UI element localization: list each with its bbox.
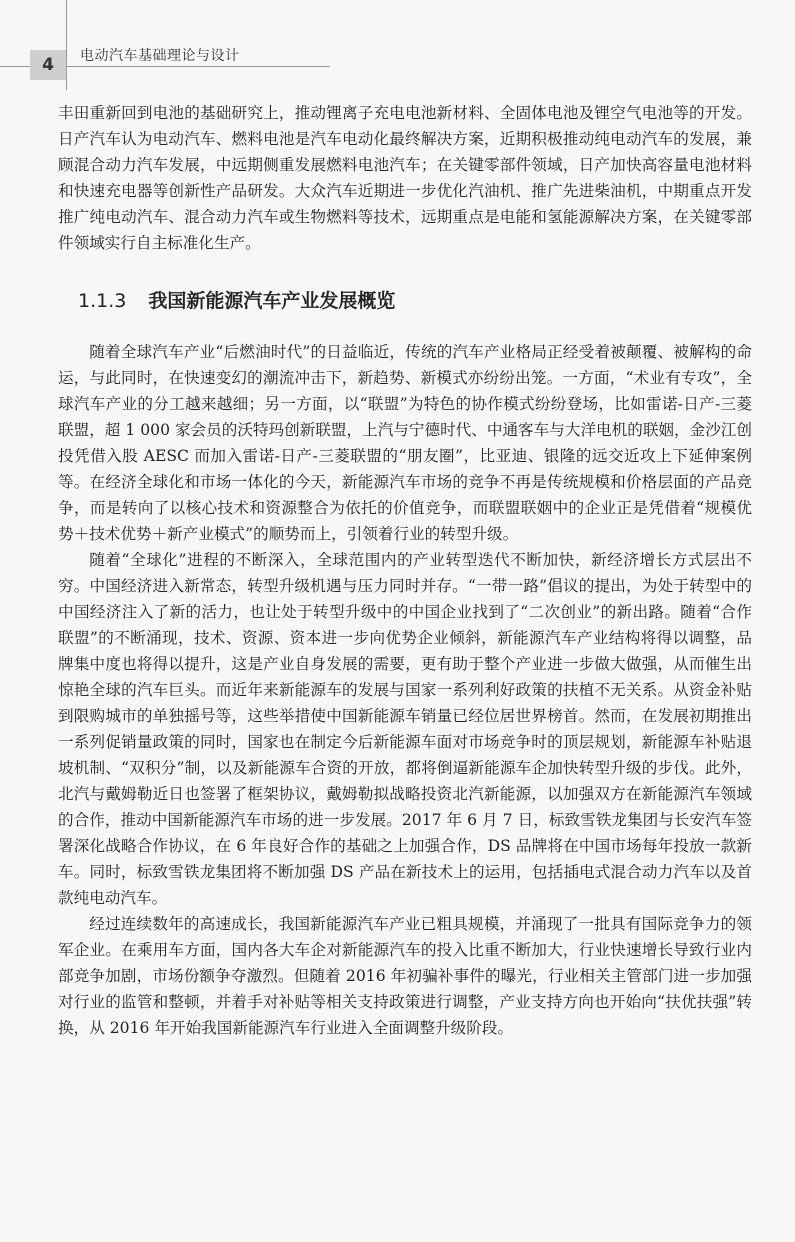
section-number: 1.1.3 bbox=[78, 290, 127, 312]
paragraph-1: 随着全球汽车产业“后燃油时代”的日益临近，传统的汽车产业格局正经受着被颠覆、被解构的命运，与此同时，在快速变幻的潮流冲击下，新趋势、新模式亦纷纷出笼。一方面，“术业有专攻”，全球汽车产业的分工越来越细；另一方面，以“联盟”为特色的协作模式纷纷登场，比如雷诺-日产-三菱联盟，超 1 000 家会员的沃特玛创新联盟，上汽与宁德时代、中通客车与大洋电机的联姻，金沙江创投凭借入股 AESC 而加入雷诺-日产-三菱联盟的“朋友圈”，比亚迪、银隆的远交近攻上下延伸案例等。在经济全球化和市场一体化的今天，新能源汽车市场的竞争不再是传统规模和价格层面的产品竞争，而是转向了以核心技术和资源整合为依托的价值竞争，而联盟联姻中的企业正是凭借着“规模优势＋技术优势＋新产业模式”的顺势而上，引领着行业的转型升级。 bbox=[58, 343, 752, 543]
section-heading bbox=[78, 286, 752, 313]
page-body bbox=[58, 100, 752, 1041]
page-header bbox=[0, 0, 795, 90]
paragraph-3: 经过连续数年的高速成长，我国新能源汽车产业已粗具规模，并涌现了一批具有国际竞争力的领军企业。在乘用车方面，国内各大车企对新能源汽车的投入比重不断加大，行业快速增长导致行业内部竞争加剧，市场份额争夺激烈。但随着 2016 年初骗补事件的曝光，行业相关主管部门进一步加强对行业的监管和整顿，并着手对补贴等相关支持政策进行调整，产业支持方向也开始向“扶优扶强”转换，从 2016 年开始我国新能源汽车行业进入全面调整升级阶段。 bbox=[58, 915, 752, 1037]
paragraph-2: 随着“全球化”进程的不断深入，全球范围内的产业转型迭代不断加快，新经济增长方式层出不穷。中国经济进入新常态，转型升级机遇与压力同时并存。“一带一路”倡议的提出，为处于转型中的中国经济注入了新的活力，也让处于转型升级中的中国企业找到了“二次创业”的新出路。随着“合作联盟”的不断涌现，技术、资源、资本进一步向优势企业倾斜，新能源汽车产业结构将得以调整，品牌集中度也将得以提升，这是产业自身发展的需要，更有助于整个产业进一步做大做强，从而催生出惊艳全球的汽车巨头。而近年来新能源车的发展与国家一系列利好政策的扶植不无关系。从资金补贴到限购城市的单独摇号等，这些举措使中国新能源车销量已经位居世界榜首。然而，在发展初期推出一系列促销量政策的同时，国家也在制定今后新能源车面对市场竞争时的顶层规划，新能源车补贴退坡机制、“双积分”制，以及新能源车合资的开放，都将倒逼新能源车企加快转型升级的步伐。此外，北汽与戴姆勒近日也签署了框架协议，戴姆勒拟战略投资北汽新能源，以加强双方在新能源汽车领域的合作，推动中国新能源汽车市场的进一步发展。2017 年 6 月 7 日，标致雪铁龙集团与长安汽车签署深化战略合作协议，在 6 年良好合作的基础之上加强合作，DS 品牌将在中国市场每年投放一款新车。同时，标致雪铁龙集团将不断加强 DS 产品在新技术上的运用，包括插电式混合动力汽车以及首款纯电动汽车。 bbox=[58, 551, 752, 907]
running-title: 电动汽车基础理论与设计 bbox=[80, 48, 240, 64]
header-vertical-rule bbox=[66, 0, 67, 90]
page-number: 4 bbox=[30, 50, 66, 80]
section-title: 我国新能源汽车产业发展概览 bbox=[148, 290, 396, 312]
paragraph-continued: 丰田重新回到电池的基础研究上，推动锂离子充电电池新材料、全固体电池及锂空气电池等的开发。日产汽车认为电动汽车、燃料电池是汽车电动化最终解决方案，近期积极推动纯电动汽车的发展，兼顾混合动力汽车发展，中远期侧重发展燃料电池汽车；在关键零部件领域，日产加快高容量电池材料和快速充电器等创新性产品研发。大众汽车近期进一步优化汽油机、推广先进柴油机，中期重点开发推广纯电动汽车、混合动力汽车或生物燃料等技术，远期重点是电能和氢能源解决方案，在关键零部件领域实行自主标准化生产。 bbox=[58, 104, 752, 252]
